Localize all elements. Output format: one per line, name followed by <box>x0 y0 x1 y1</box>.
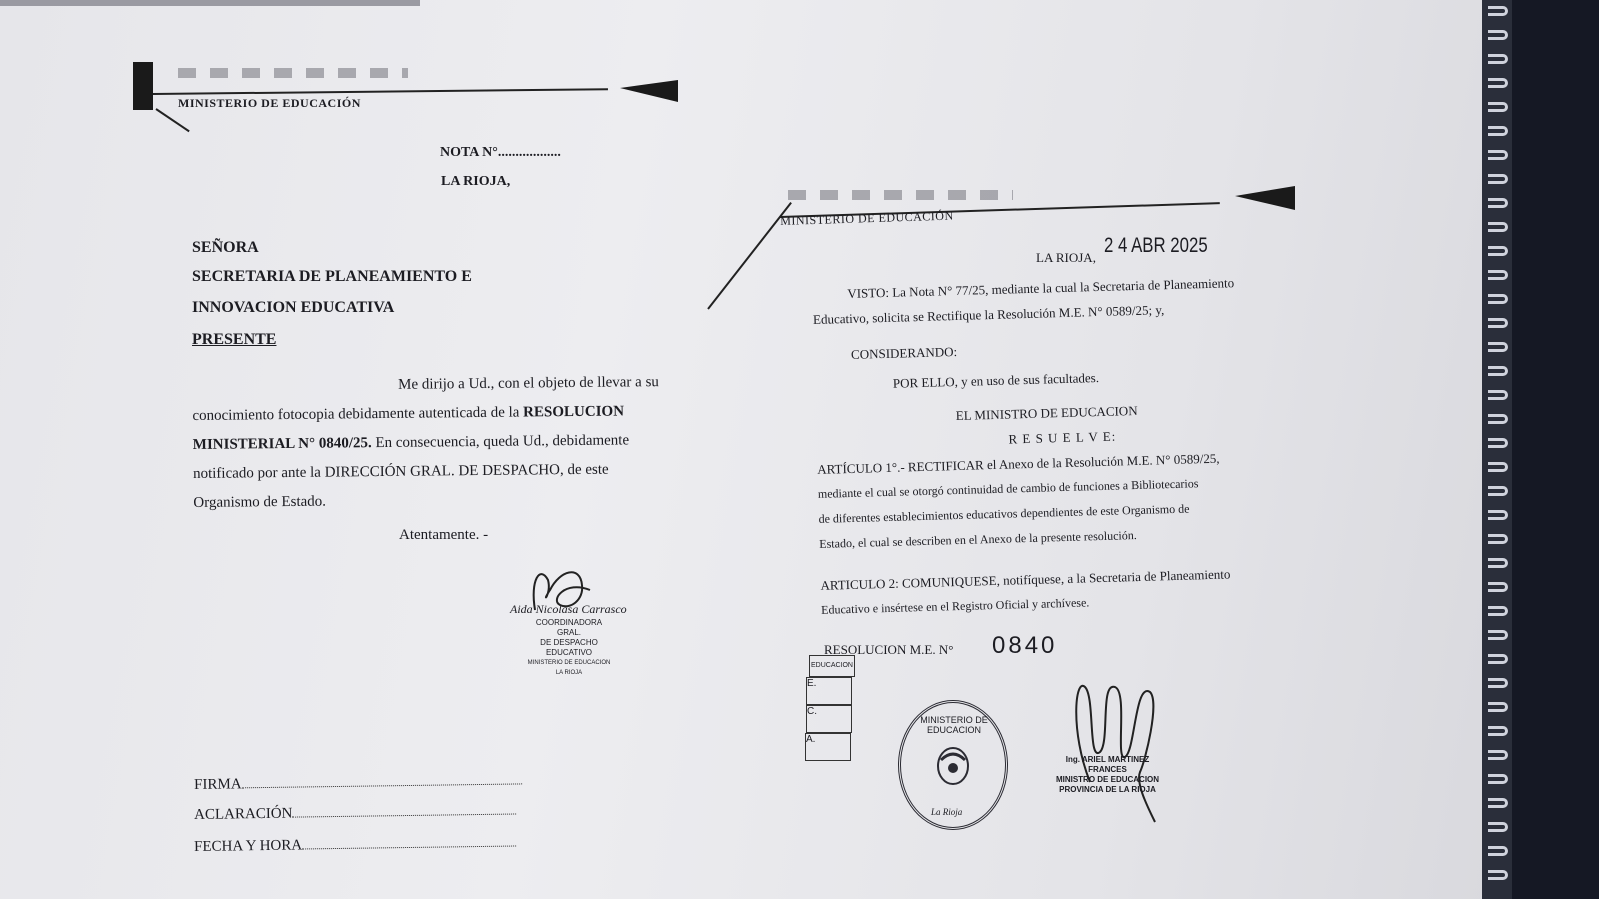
signer-name: Aida Nicolasa Carrasco <box>510 602 627 616</box>
right-city: LA RIOJA, <box>1036 250 1096 265</box>
resolucion-number: 0840 <box>992 632 1058 659</box>
letterhead-rule <box>153 88 608 95</box>
recipient-line-1: SEÑORA <box>192 239 259 256</box>
binding-coil <box>1488 486 1508 496</box>
body-line-3b: En consecuencia, queda Ud., debidamente <box>371 432 630 452</box>
field-fecha-line <box>302 846 516 850</box>
binding-coil <box>1488 462 1508 472</box>
binding-coil <box>1488 846 1508 856</box>
letter-body <box>192 368 680 518</box>
binding-coil <box>1488 678 1508 688</box>
binding-coil <box>1488 822 1508 832</box>
field-firma <box>194 772 522 794</box>
binding-coil <box>1488 294 1508 304</box>
minister-province: PROVINCIA DE LA RIOJA <box>1059 785 1156 794</box>
binding-coil <box>1488 246 1508 256</box>
art1-line-2: mediante el cual se otorgó continuidad de cambio de funciones a Bibliotecarios <box>817 476 1199 501</box>
field-aclaracion <box>194 802 517 823</box>
visto-line-2: Educativo, solicita se Rectifique la Resolución M.E. N° 0589/25; y, <box>812 302 1165 327</box>
body-line-2a: conocimiento fotocopia debidamente autenticada de la <box>192 404 524 424</box>
binding-coil <box>1488 558 1508 568</box>
field-firma-label: FIRMA <box>194 776 242 793</box>
binding-coil <box>1488 510 1508 520</box>
recipient-line-2: SECRETARIA DE PLANEAMIENTO E <box>192 268 472 285</box>
binding-coil <box>1488 438 1508 448</box>
minister-stamp <box>1050 755 1165 795</box>
body-line-3a: MINISTERIAL N° 0840/25. <box>192 435 372 453</box>
el-ministro: EL MINISTRO DE EDUCACION <box>955 402 1138 424</box>
body-line-1: Me dirijo a Ud., con el objeto de llevar a su <box>398 374 659 393</box>
visto-text: La Nota N° 77/25, mediante la cual la Secretaria de Planeamiento <box>888 275 1235 300</box>
coat-of-arms-icon <box>931 738 975 788</box>
signer-title-1: COORDINADORA GRAL. <box>535 618 603 637</box>
binding-coil <box>1488 798 1508 808</box>
field-aclaracion-line <box>292 813 516 817</box>
binding-coil <box>1488 534 1508 544</box>
recipient-line-3: INNOVACION EDUCATIVA <box>192 299 395 316</box>
art1-line-3: de diferentes establecimientos educativos dependientes de este Organismo de <box>818 501 1190 526</box>
paper-edge-shadow <box>0 0 420 6</box>
por-ello-text: y en uso de sus facultades. <box>957 370 1100 389</box>
initials-box-a: A. <box>805 733 851 761</box>
binding-coil <box>1488 342 1508 352</box>
resuelve: R E S U E L V E: <box>1008 428 1117 447</box>
minister-signature-icon <box>1060 672 1170 827</box>
body-line-4: notificado por ante la DIRECCIÓN GRAL. DE DESPACHO, de este <box>192 461 609 482</box>
resolucion-label: RESOLUCION M.E. N° <box>824 642 954 657</box>
art1-text: el Anexo de la Resolución M.E. N° 0589/25, <box>983 450 1220 473</box>
binding-coil <box>1488 6 1508 16</box>
right-letterhead-arrow-icon <box>1235 186 1297 212</box>
closing: Atentamente. - <box>399 527 489 543</box>
nota-label: NOTA N° <box>440 145 498 160</box>
art2-text: notifíquese, a la Secretaria de Planeamiento <box>999 566 1231 588</box>
binding-coil <box>1488 54 1508 64</box>
resolution-body <box>812 269 1301 623</box>
initials-box-e: E. <box>806 677 852 705</box>
minister-title: MINISTRO DE EDUCACION <box>1055 775 1160 784</box>
body-line-5: Organismo de Estado. <box>193 493 327 511</box>
binding-coil <box>1488 30 1508 40</box>
date-stamp: 2 4 ABR 2025 <box>1104 234 1208 257</box>
binding-coil <box>1488 414 1508 424</box>
field-firma-line <box>242 783 522 788</box>
binding-coil <box>1488 126 1508 136</box>
nota-number <box>440 145 561 161</box>
binding-coil <box>1488 582 1508 592</box>
binding-coil <box>1488 726 1508 736</box>
binding-coil <box>1488 774 1508 784</box>
binding-coil <box>1488 78 1508 88</box>
field-fecha-label: FECHA Y HORA <box>194 837 303 855</box>
initials-box-header: EDUCACION <box>809 655 855 677</box>
letterhead-title: MINISTERIO DE EDUCACIÓN <box>178 96 361 110</box>
binding-coil <box>1488 390 1508 400</box>
binding-coil <box>1488 870 1508 880</box>
signer-stamp <box>524 618 614 678</box>
art2-label: ARTICULO 2: COMUNIQUESE, <box>820 572 1001 593</box>
right-letterhead-title: MINISTERIO DE EDUCACIÓN <box>780 208 954 228</box>
binding-coil <box>1488 222 1508 232</box>
field-aclaracion-label: ACLARACIÓN <box>194 805 293 823</box>
binding-coil <box>1488 102 1508 112</box>
letterhead-bar <box>133 62 153 110</box>
por-ello-label: POR ELLO, <box>892 373 959 391</box>
signer-title-3: MINISTERIO DE EDUCACION LA RIOJA <box>527 660 611 676</box>
recipient-line-4: PRESENTE <box>192 331 277 348</box>
visto-label: VISTO: <box>847 284 890 302</box>
letterhead-logo-strip <box>178 68 408 78</box>
letterhead-arrow-icon <box>620 80 680 104</box>
binding-coil <box>1488 318 1508 328</box>
binding-coil <box>1488 654 1508 664</box>
art1-line-4: Estado, el cual se describen en el Anexo de la presente resolución. <box>819 528 1137 551</box>
binding-coil <box>1488 150 1508 160</box>
binding-coil <box>1488 174 1508 184</box>
field-fecha-hora <box>194 835 516 856</box>
city-line: LA RIOJA, <box>441 174 511 189</box>
ministry-seal <box>898 700 1008 830</box>
art1-label: ARTÍCULO 1°.- RECTIFICAR <box>817 457 984 477</box>
seal-top-text: MINISTERIO DE EDUCACION <box>920 715 988 735</box>
body-line-2b: RESOLUCION <box>523 403 625 421</box>
binding-coil <box>1488 630 1508 640</box>
right-letterhead-logo-strip <box>788 190 1013 200</box>
considerando: CONSIDERANDO: <box>850 343 958 362</box>
binding-coil <box>1488 366 1508 376</box>
background-right <box>1512 0 1599 899</box>
binding-coil <box>1488 750 1508 760</box>
signer-title-2: DE DESPACHO EDUCATIVO <box>540 638 598 657</box>
binding-coil <box>1488 606 1508 616</box>
letterhead-slash <box>155 108 189 132</box>
binding-coil <box>1488 270 1508 280</box>
minister-name: Ing. ARIEL MARTINEZ FRANCES <box>1065 755 1150 774</box>
nota-dots: .................. <box>497 145 561 160</box>
art2-line-2: Educativo e insértese en el Registro Oficial y archívese. <box>820 595 1090 617</box>
initials-box-c: C. <box>806 705 852 733</box>
binding-coil <box>1488 702 1508 712</box>
seal-bottom-text: La Rioja <box>931 807 963 817</box>
binding-coil <box>1488 198 1508 208</box>
